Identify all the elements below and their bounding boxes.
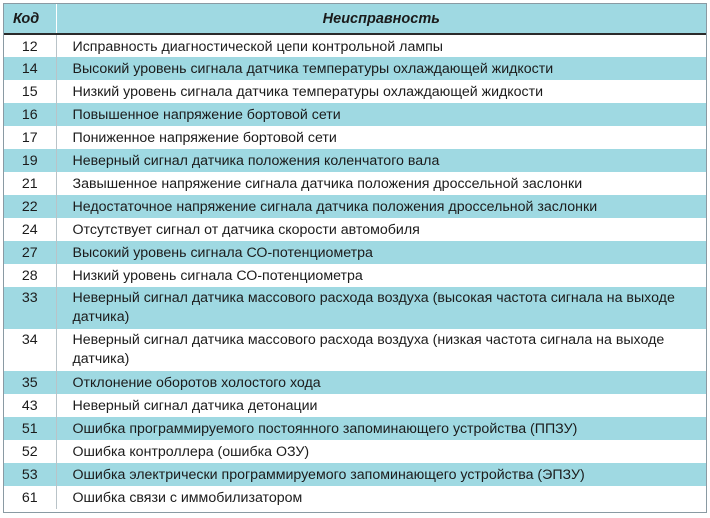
table-row — [4, 218, 706, 241]
table-row — [4, 57, 706, 80]
fault-code-cell: 19 — [4, 149, 56, 172]
table-row — [4, 486, 706, 509]
table-row — [4, 149, 706, 172]
fault-code-cell: 16 — [4, 103, 56, 126]
fault-code-cell: 12 — [4, 34, 56, 57]
fault-description-cell: Ошибка связи с иммобилизатором — [56, 486, 706, 509]
table-row — [4, 264, 706, 287]
table-row — [4, 172, 706, 195]
fault-code-cell: 61 — [4, 486, 56, 509]
fault-description-cell: Завышенное напряжение сигнала датчика положения дроссельной заслонки — [56, 172, 706, 195]
fault-description-cell: Ошибка контроллера (ошибка ОЗУ) — [56, 440, 706, 463]
table-row — [4, 241, 706, 264]
fault-code-cell: 24 — [4, 218, 56, 241]
fault-code-cell: 34 — [4, 329, 56, 371]
table-row — [4, 329, 706, 371]
table-row — [4, 463, 706, 486]
fault-code-cell: 33 — [4, 287, 56, 329]
fault-description-cell: Низкий уровень сигнала датчика температуры охлаждающей жидкости — [56, 80, 706, 103]
table-row — [4, 34, 706, 57]
fault-description-cell: Неверный сигнал датчика детонации — [56, 394, 706, 417]
fault-code-cell: 21 — [4, 172, 56, 195]
fault-code-table-frame — [3, 3, 707, 513]
fault-code-cell: 43 — [4, 394, 56, 417]
fault-description-cell: Низкий уровень сигнала СО-потенциометра — [56, 264, 706, 287]
fault-description-cell: Высокий уровень сигнала СО-потенциометра — [56, 241, 706, 264]
table-row — [4, 103, 706, 126]
fault-description-cell: Высокий уровень сигнала датчика температуры охлаждающей жидкости — [56, 57, 706, 80]
table-row — [4, 126, 706, 149]
fault-code-cell: 14 — [4, 57, 56, 80]
fault-description-cell: Неверный сигнал датчика массового расхода воздуха (высокая частота сигнала на выходе датчика) — [56, 287, 706, 329]
fault-code-cell: 22 — [4, 195, 56, 218]
fault-description-cell: Ошибка электрически программируемого запоминающего устройства (ЭПЗУ) — [56, 463, 706, 486]
table-row — [4, 371, 706, 394]
fault-description-cell: Повышенное напряжение бортовой сети — [56, 103, 706, 126]
fault-code-cell: 35 — [4, 371, 56, 394]
column-header-description: Неисправность — [56, 4, 706, 34]
fault-code-table — [4, 4, 706, 509]
fault-code-cell: 53 — [4, 463, 56, 486]
fault-description-cell: Неверный сигнал датчика положения коленчатого вала — [56, 149, 706, 172]
fault-code-cell: 15 — [4, 80, 56, 103]
table-row — [4, 287, 706, 329]
fault-description-cell: Ошибка программируемого постоянного запоминающего устройства (ППЗУ) — [56, 417, 706, 440]
table-row — [4, 80, 706, 103]
fault-description-cell: Исправность диагностической цепи контрольной лампы — [56, 34, 706, 57]
column-header-code: Код — [4, 4, 56, 34]
table-header-row — [4, 4, 706, 34]
table-row — [4, 440, 706, 463]
fault-description-cell: Недостаточное напряжение сигнала датчика положения дроссельной заслонки — [56, 195, 706, 218]
table-row — [4, 394, 706, 417]
table-row — [4, 417, 706, 440]
fault-code-cell: 51 — [4, 417, 56, 440]
fault-description-cell: Неверный сигнал датчика массового расхода воздуха (низкая частота сигнала на выходе датчика) — [56, 329, 706, 371]
fault-code-cell: 17 — [4, 126, 56, 149]
fault-description-cell: Отсутствует сигнал от датчика скорости автомобиля — [56, 218, 706, 241]
fault-code-cell: 28 — [4, 264, 56, 287]
fault-code-cell: 27 — [4, 241, 56, 264]
fault-code-cell: 52 — [4, 440, 56, 463]
table-row — [4, 195, 706, 218]
fault-description-cell: Пониженное напряжение бортовой сети — [56, 126, 706, 149]
table-body — [4, 34, 706, 509]
fault-description-cell: Отклонение оборотов холостого хода — [56, 371, 706, 394]
